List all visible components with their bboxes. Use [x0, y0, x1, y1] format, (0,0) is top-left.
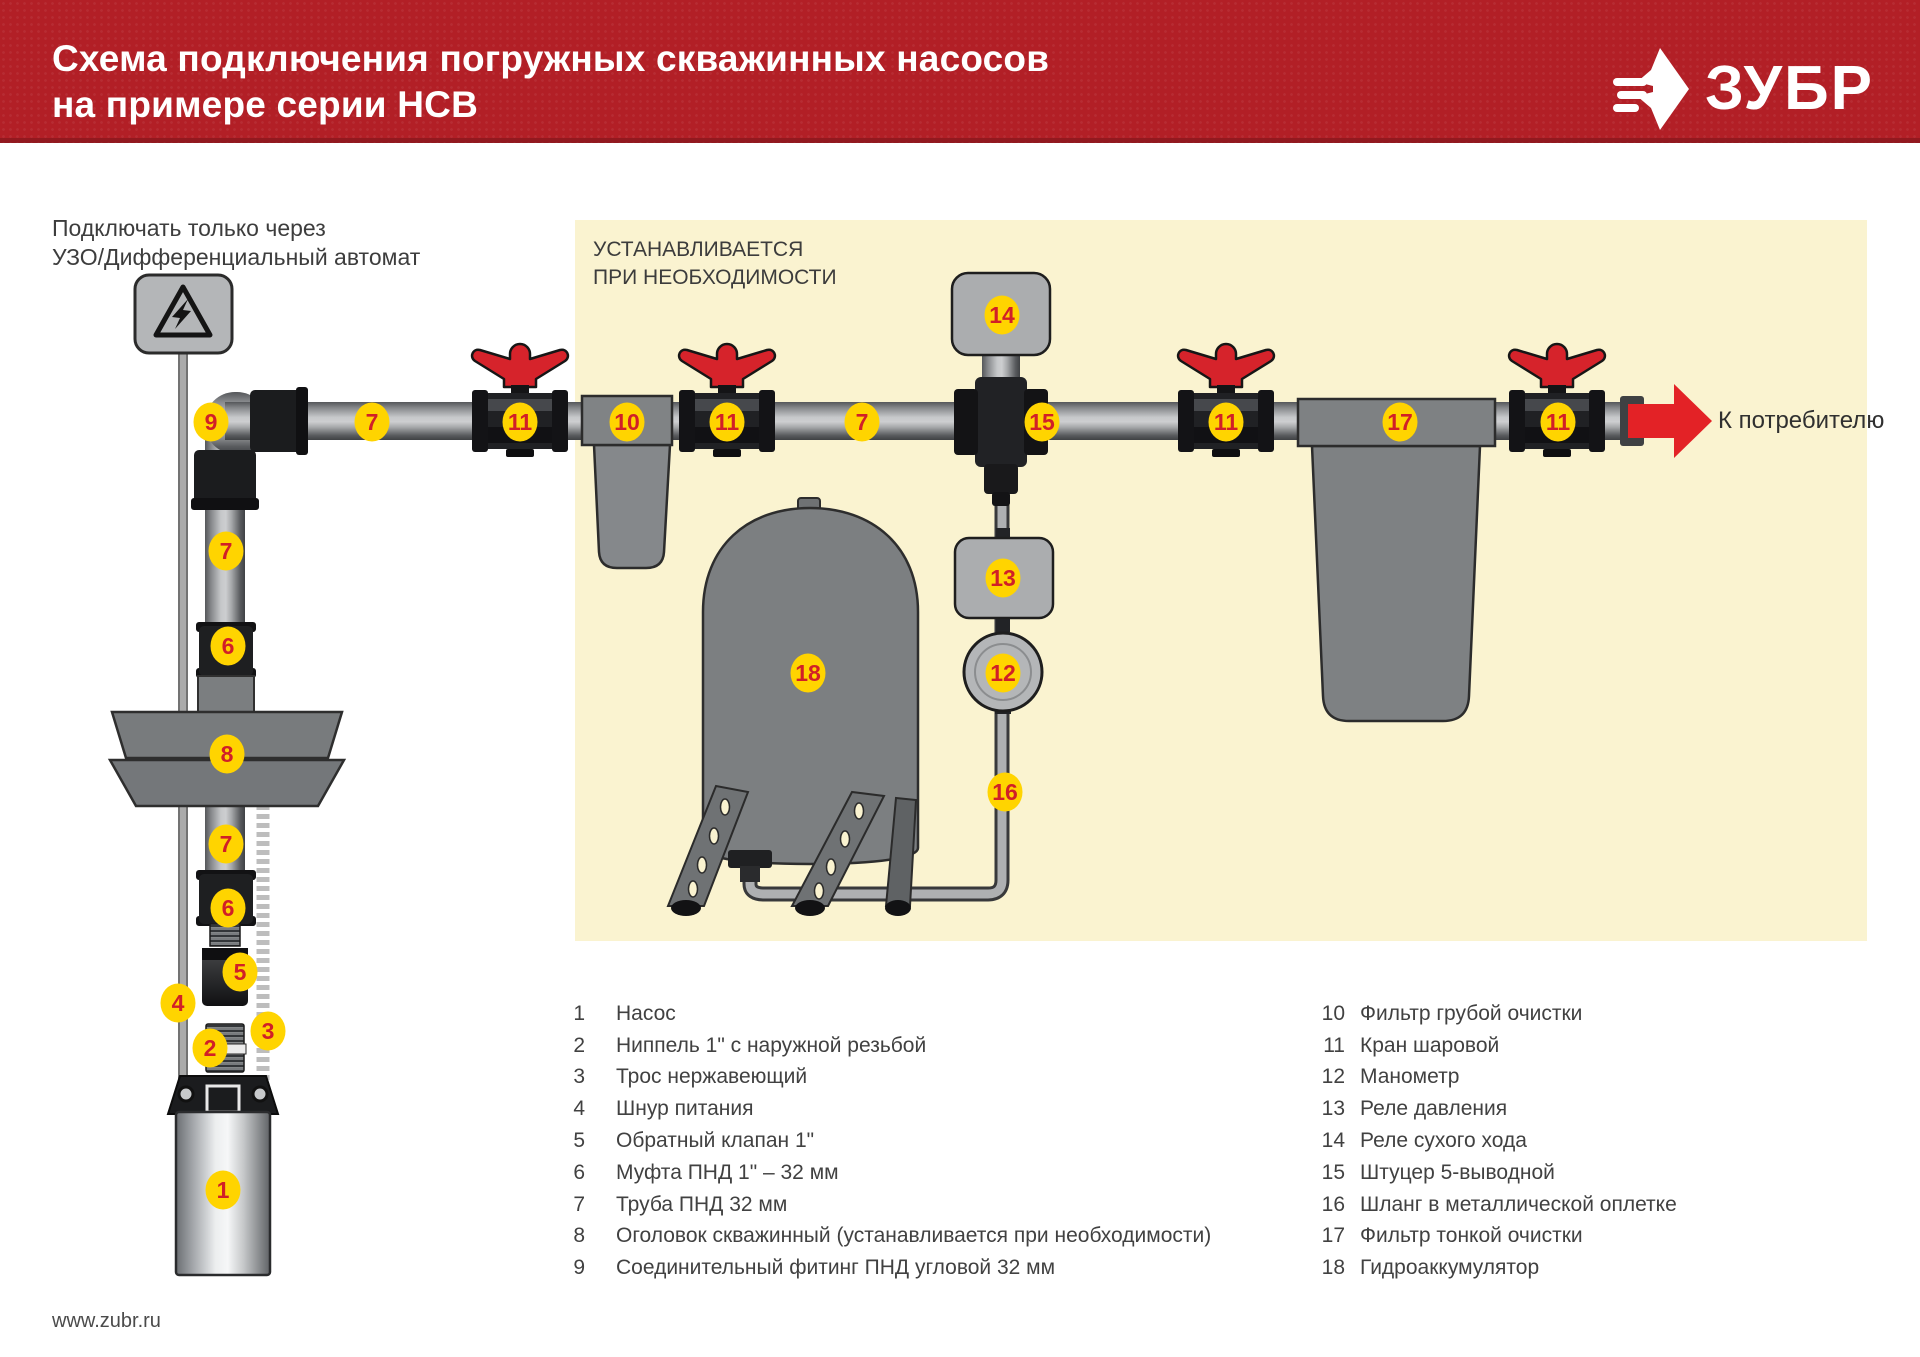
legend-item-number: 13	[1321, 1097, 1345, 1121]
svg-text:11: 11	[507, 409, 533, 435]
callout-11	[1541, 403, 1576, 442]
svg-text:6: 6	[221, 895, 235, 921]
legend-item-number: 18	[1321, 1256, 1345, 1280]
website-url: www.zubr.ru	[52, 1310, 161, 1332]
svg-text:2: 2	[203, 1035, 217, 1061]
legend-item-number: 6	[573, 1160, 585, 1184]
svg-text:18: 18	[795, 660, 821, 686]
legend-item	[545, 1125, 1211, 1157]
svg-text:7: 7	[365, 409, 379, 435]
legend-item-label: Штуцер 5-выводной	[1360, 1160, 1555, 1184]
legend-item-label: Манометр	[1360, 1065, 1460, 1089]
legend-item-label: Оголовок скважинный (устанавливается при необходимости)	[616, 1224, 1212, 1248]
svg-text:14: 14	[989, 302, 1015, 328]
svg-text:11: 11	[714, 409, 740, 435]
svg-text:9: 9	[204, 409, 218, 435]
legend-item-number: 9	[573, 1256, 585, 1280]
callout-17	[1383, 403, 1418, 442]
legend-item	[1285, 1189, 1677, 1221]
legend-item-number: 4	[573, 1097, 585, 1121]
rcd-note-line2: УЗО/Дифференциальный автомат	[52, 243, 421, 270]
callout-11	[503, 403, 538, 442]
optional-zone-label-line1: УСТАНАВЛИВАЕТСЯ	[593, 238, 804, 261]
legend-item-number: 7	[573, 1192, 585, 1216]
legend-item-number: 15	[1321, 1160, 1345, 1184]
legend-item	[545, 1030, 1211, 1062]
legend-item	[545, 1062, 1211, 1094]
legend-item-label: Фильтр тонкой очистки	[1360, 1224, 1583, 1248]
svg-text:10: 10	[614, 409, 640, 435]
legend-item-label: Соединительный фитинг ПНД угловой 32 мм	[616, 1256, 1056, 1280]
page-title-line1: Схема подключения погружных скважинных насосов	[52, 38, 1050, 79]
callout-13	[986, 559, 1021, 598]
callout-10	[610, 403, 645, 442]
fine-filter	[1298, 399, 1495, 721]
legend-item-label: Реле сухого хода	[1360, 1129, 1527, 1153]
callout-14	[985, 296, 1020, 335]
callout-7	[355, 403, 390, 442]
svg-text:16: 16	[992, 779, 1018, 805]
callout-1	[206, 1171, 241, 1210]
callout-12	[986, 654, 1021, 693]
callout-18	[791, 654, 826, 693]
svg-text:8: 8	[220, 741, 234, 767]
legend-item	[1285, 998, 1677, 1030]
callout-6	[211, 627, 246, 666]
legend-item	[1285, 1221, 1677, 1253]
legend-item-number: 10	[1321, 1001, 1345, 1025]
callout-7	[845, 403, 880, 442]
electric-safety-box	[135, 275, 232, 353]
legend-item-number: 3	[573, 1065, 585, 1089]
legend-item-number: 5	[573, 1129, 585, 1153]
rcd-note	[52, 214, 420, 271]
callout-11	[1209, 403, 1244, 442]
callout-2	[193, 1029, 228, 1068]
callout-6	[211, 889, 246, 928]
optional-zone-label-line2: ПРИ НЕОБХОДИМОСТИ	[593, 266, 837, 289]
legend-item-label: Труба ПНД 32 мм	[616, 1192, 788, 1216]
legend-item	[1285, 1062, 1677, 1094]
callout-7	[209, 825, 244, 864]
legend-column-left	[545, 998, 1211, 1284]
legend-item-number: 1	[573, 1001, 585, 1025]
optional-zone-label	[593, 236, 837, 292]
legend-item-label: Кран шаровой	[1360, 1033, 1500, 1057]
legend-column-right	[1285, 998, 1677, 1284]
svg-text:7: 7	[219, 538, 233, 564]
legend-item	[545, 1093, 1211, 1125]
callout-8	[210, 735, 245, 774]
svg-text:1: 1	[216, 1177, 230, 1203]
svg-text:12: 12	[990, 660, 1016, 686]
svg-text:4: 4	[171, 990, 185, 1016]
svg-text:7: 7	[855, 409, 869, 435]
callout-15	[1025, 403, 1060, 442]
svg-text:11: 11	[1213, 409, 1239, 435]
callout-7	[209, 532, 244, 571]
legend-item-label: Реле давления	[1360, 1097, 1508, 1121]
legend-item	[545, 998, 1211, 1030]
legend-item-number: 12	[1321, 1065, 1345, 1089]
callout-4	[161, 984, 196, 1023]
svg-text:13: 13	[990, 565, 1016, 591]
callout-9	[194, 403, 229, 442]
legend-item-label: Обратный клапан 1"	[616, 1129, 815, 1153]
svg-text:17: 17	[1387, 409, 1413, 435]
legend-item	[1285, 1093, 1677, 1125]
legend-item-number: 2	[573, 1033, 585, 1057]
svg-text:11: 11	[1545, 409, 1571, 435]
legend-item-label: Насос	[616, 1001, 676, 1025]
legend-item	[545, 1252, 1211, 1284]
legend-item	[545, 1157, 1211, 1189]
legend-item	[1285, 1157, 1677, 1189]
legend-item	[1285, 1030, 1677, 1062]
legend-item-label: Шланг в металлической оплетке	[1360, 1192, 1677, 1216]
consumer-label: К потребителю	[1718, 407, 1885, 434]
callout-5	[223, 953, 258, 992]
legend-item-number: 14	[1321, 1129, 1345, 1153]
svg-text:5: 5	[233, 959, 247, 985]
legend-item	[545, 1189, 1211, 1221]
legend-item-label: Гидроаккумулятор	[1360, 1256, 1540, 1280]
svg-text:3: 3	[261, 1018, 275, 1044]
rcd-note-line1: Подключать только через	[52, 215, 326, 241]
legend-item	[545, 1221, 1211, 1253]
svg-text:6: 6	[221, 633, 235, 659]
legend-item-number: 16	[1321, 1192, 1345, 1216]
page-title-line2: на примере серии НСВ	[52, 84, 478, 125]
callout-3	[251, 1012, 286, 1051]
svg-text:7: 7	[219, 831, 233, 857]
legend-item-label: Муфта ПНД 1" – 32 мм	[616, 1160, 839, 1184]
callout-16	[988, 773, 1023, 812]
legend-item-label: Трос нержавеющий	[616, 1065, 808, 1089]
legend-item	[1285, 1252, 1677, 1284]
svg-text:15: 15	[1029, 409, 1055, 435]
legend-item-number: 8	[573, 1224, 585, 1248]
legend-item-label: Фильтр грубой очистки	[1360, 1001, 1583, 1025]
legend-item	[1285, 1125, 1677, 1157]
legend-item-label: Ниппель 1" с наружной резьбой	[616, 1033, 927, 1057]
legend-item-number: 11	[1323, 1033, 1345, 1057]
legend-item-label: Шнур питания	[616, 1097, 754, 1121]
callout-11	[710, 403, 745, 442]
brand-name: ЗУБР	[1705, 54, 1874, 123]
legend-item-number: 17	[1321, 1224, 1345, 1248]
